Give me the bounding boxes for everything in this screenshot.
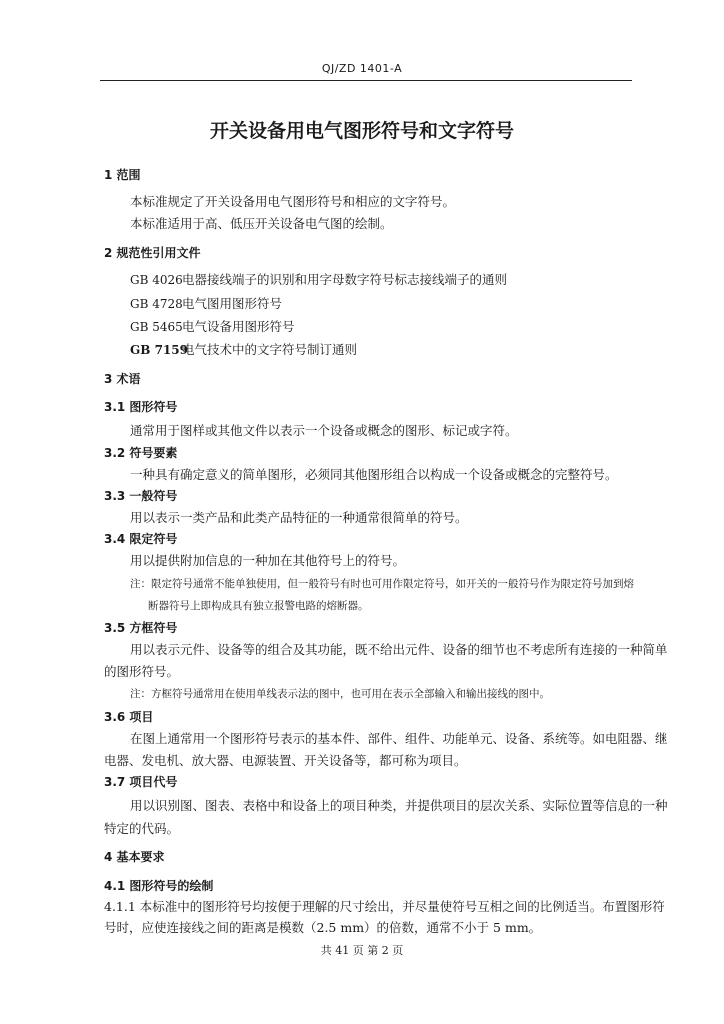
subsection-3-4-note-line-2: 断器符号上即构成具有独立报警电路的熔断器。 <box>148 600 369 612</box>
subsection-4-1-paragraph-line-1: 4.1.1 本标准中的图形符号均按便于理解的尺寸绘出，并尽量使符号互相之间的比例适当。布置图形符 <box>104 899 665 914</box>
subsection-3-1-paragraph: 通常用于图样或其他文件以表示一个设备或概念的图形、标记或字符。 <box>130 423 518 438</box>
header-rule <box>100 80 632 81</box>
reference-code: GB 4026 <box>130 273 183 287</box>
reference-title: 电气技术中的文字符号制订通则 <box>182 342 358 357</box>
reference-code: GB 4728 <box>130 297 183 311</box>
subsection-3-7-paragraph-line-1: 用以识别图、图表、表格中和设备上的项目种类，并提供项目的层次关系、实际位置等信息的一种 <box>130 798 668 813</box>
reference-title: 电气图用图形符号 <box>182 296 283 311</box>
reference-title: 电气设备用图形符号 <box>182 319 295 334</box>
subsection-4-1-heading: 4.1 图形符号的绘制 <box>104 879 214 893</box>
document-code-header: QJ/ZD 1401-A <box>321 62 403 75</box>
reference-title: 电器接线端子的识别和用字母数字符号标志接线端子的通则 <box>182 272 508 287</box>
subsection-3-5-paragraph-line-2: 的图形符号。 <box>104 664 180 679</box>
reference-code: GB 5465 <box>130 320 183 334</box>
subsection-3-3-paragraph: 用以表示一类产品和此类产品特征的一种通常很简单的符号。 <box>130 510 468 525</box>
reference-item <box>130 294 282 312</box>
subsection-3-6-paragraph-line-1: 在图上通常用一个图形符号表示的基本件、部件、组件、功能单元、设备、系统等。如电阻器、继 <box>130 731 668 746</box>
subsection-3-6-heading: 3.6 项目 <box>104 710 154 724</box>
subsection-3-2-paragraph: 一种具有确定意义的简单图形，必须同其他图形组合以构成一个设备或概念的完整符号。 <box>130 467 618 482</box>
subsection-3-5-heading: 3.5 方框符号 <box>104 621 178 635</box>
section-1-paragraph-1: 本标准规定了开关设备用电气图形符号和相应的文字符号。 <box>130 194 456 209</box>
page-number-footer: 共 41 页 第 2 页 <box>320 944 404 957</box>
subsection-4-1-paragraph-line-2: 号时，应使连接线之间的距离是模数（2.5 mm）的倍数，通常不小于 5 mm。 <box>104 920 542 935</box>
section-4-heading: 4 基本要求 <box>104 850 165 864</box>
subsection-3-1-heading: 3.1 图形符号 <box>104 400 178 414</box>
reference-item <box>130 270 507 288</box>
section-1-heading: 1 范围 <box>104 168 141 182</box>
subsection-3-2-heading: 3.2 符号要素 <box>104 446 178 460</box>
reference-code: GB 7159 <box>130 343 188 357</box>
document-title: 开关设备用电气图形符号和文字符号 <box>209 120 514 142</box>
subsection-3-4-note-line-1: 注：限定符号通常不能单独使用，但一般符号有时也可用作限定符号，如开关的一般符号作为限定符号加到熔 <box>130 578 634 590</box>
section-1-paragraph-2: 本标准适用于高、低压开关设备电气图的绘制。 <box>130 216 393 231</box>
reference-item <box>130 340 357 358</box>
subsection-3-7-heading: 3.7 项目代号 <box>104 775 178 789</box>
section-2-heading: 2 规范性引用文件 <box>104 246 201 260</box>
reference-item <box>130 317 295 335</box>
section-3-heading: 3 术语 <box>104 372 141 386</box>
subsection-3-3-heading: 3.3 一般符号 <box>104 489 178 503</box>
subsection-3-6-paragraph-line-2: 电器、发电机、放大器、电源装置、开关设备等，都可称为项目。 <box>104 753 467 768</box>
subsection-3-5-paragraph-line-1: 用以表示元件、设备等的组合及其功能，既不给出元件、设备的细节也不考虑所有连接的一种简单 <box>130 642 668 657</box>
subsection-3-4-heading: 3.4 限定符号 <box>104 532 178 546</box>
subsection-3-4-paragraph: 用以提供附加信息的一种加在其他符号上的符号。 <box>130 553 406 568</box>
subsection-3-5-note: 注：方框符号通常用在使用单线表示法的图中，也可用在表示全部输入和输出接线的图中。 <box>130 688 550 700</box>
subsection-3-7-paragraph-line-2: 特定的代码。 <box>104 821 180 836</box>
